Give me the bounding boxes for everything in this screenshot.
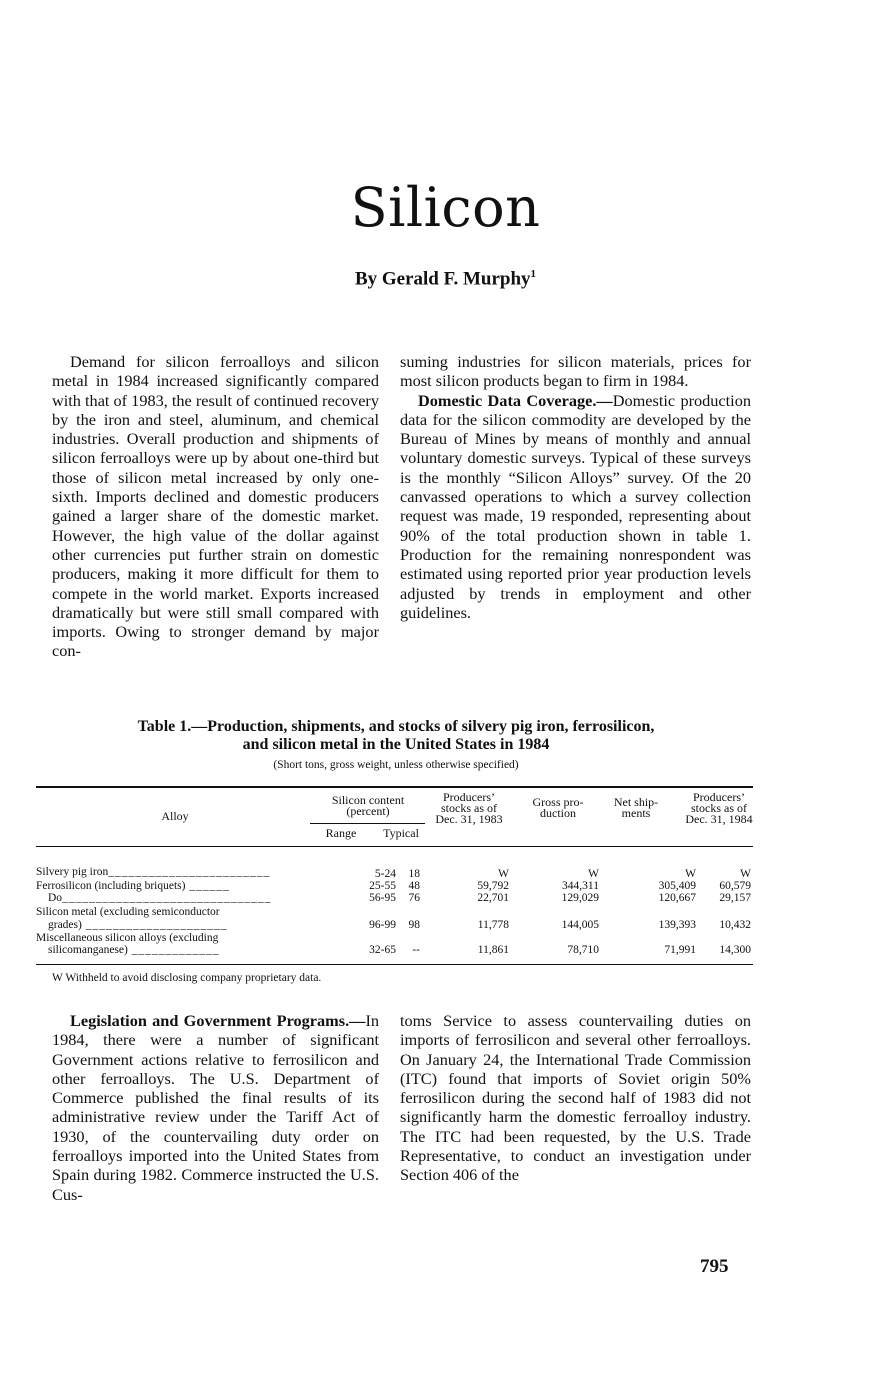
row-gross-production: W (588, 868, 599, 880)
row-typical: 48 (408, 880, 420, 892)
coverage-paragraph (400, 391, 751, 623)
row-stocks-1984: W (740, 868, 751, 880)
row-gross-production: 78,710 (567, 944, 599, 956)
row-range: 5-24 (374, 868, 396, 880)
intro-column-2 (400, 352, 751, 622)
header-gross-production: Gross pro- duction (532, 795, 584, 820)
row-stocks-1984: 29,157 (719, 892, 751, 904)
legislation-text: In 1984, there were a number of significant Government actions relative to ferrosilicon and other ferroalloys. The U.S. Department of Commerce published the final results of its administrative review under the Tariff Act of 1930, of the countervailing duty order on ferroalloys imported into the United States from Spain during 1982. Commerce instructed the U.S. Cus- (52, 1011, 379, 1204)
table-header-rule (36, 846, 753, 847)
coverage-heading: Domestic Data Coverage.— (418, 390, 613, 410)
page-title: Silicon (350, 176, 541, 239)
table-row (36, 932, 753, 958)
row-range: 56-95 (369, 892, 396, 904)
header-range: Range (325, 826, 357, 840)
table-subtitle: (Short tons, gross weight, unless otherwise specified) (273, 759, 519, 771)
intro-paragraph: Demand for silicon ferroalloys and silicon metal in 1984 increased significantly compared with that of 1983, the result of continued recovery by the iron and steel, aluminum, and chemical industries. Overall production and shipments of silicon ferroalloys were up by about one-third but those of silicon metal increased by only one-sixth. Imports declined and domestic producers gained a larger share of the domestic market. However, the high value of the dollar against other currencies put further strain on domestic producers, making it more difficult for them to compete in the world market. Exports increased dramatically but were still small compared with imports. Owing to stronger demand by major con- (52, 352, 379, 661)
row-stocks-1983: 59,792 (477, 880, 509, 892)
legislation-heading: Legislation and Government Programs.— (70, 1011, 366, 1030)
header-stocks-1983: Producers’ stocks as of Dec. 31, 1983 (435, 790, 503, 826)
table-top-rule (36, 786, 753, 788)
byline-footnote-mark: 1 (530, 268, 537, 280)
table-row (36, 906, 753, 932)
row-alloy: Silicon metal (excluding semiconductor (36, 906, 220, 918)
row-alloy-continued: grades) _____________________ (48, 919, 228, 931)
legislation-column-2 (400, 1011, 751, 1185)
row-stocks-1984: 10,432 (719, 919, 751, 931)
row-stocks-1983: W (498, 868, 509, 880)
row-alloy-continued: silicomanganese) _____________ (48, 944, 220, 956)
row-range: 25-55 (369, 880, 396, 892)
row-typical: 98 (408, 919, 420, 931)
header-silicon-content: Silicon content (percent) (331, 793, 405, 818)
row-gross-production: 144,005 (561, 919, 599, 931)
row-alloy: Silvery pig iron________________________ (36, 866, 271, 878)
row-stocks-1983: 11,861 (477, 944, 509, 956)
page-number: 795 (700, 1256, 729, 1277)
row-net-shipments: 305,409 (658, 880, 696, 892)
row-stocks-1984: 60,579 (719, 880, 751, 892)
legislation-paragraph (52, 1011, 379, 1204)
row-gross-production: 344,311 (562, 880, 599, 892)
row-stocks-1983: 22,701 (477, 892, 509, 904)
row-stocks-1983: 11,778 (477, 919, 509, 931)
header-net-shipments: Net ship- ments (613, 795, 659, 820)
byline-text: By Gerald F. Murphy (354, 268, 531, 290)
table-title-line-2: and silicon metal in the United States in 1984 (242, 736, 550, 753)
table-bottom-rule (36, 964, 753, 965)
table-title-line-1: Table 1.—Production, shipments, and stocks of silvery pig iron, ferrosilicon, (137, 718, 655, 735)
row-alloy: Do_______________________________ (48, 892, 272, 904)
table-footnote: W Withheld to avoid disclosing company proprietary data. (52, 972, 322, 984)
row-typical: 76 (408, 892, 420, 904)
row-alloy: Miscellaneous silicon alloys (excluding (36, 932, 219, 944)
row-gross-production: 129,029 (561, 892, 599, 904)
row-range: 32-65 (369, 944, 396, 956)
row-range: 96-99 (369, 919, 396, 931)
table-row (36, 866, 753, 880)
row-net-shipments: 139,393 (658, 919, 696, 931)
table-row (36, 892, 753, 906)
row-net-shipments: 120,667 (658, 892, 696, 904)
row-net-shipments: W (685, 868, 696, 880)
byline (0, 268, 891, 290)
table-title (36, 718, 756, 754)
header-typical: Typical (383, 826, 419, 840)
coverage-text: Domestic production data for the silicon commodity are developed by the Bureau of Mines by means of monthly and annual voluntary domestic surveys. Typical of these surveys is the monthly “Silicon Alloys” survey. Of the 20 canvassed operations to which a survey collection request was made, 19 responded, representing about 90% of the total production shown in table 1. Production for the remaining nonrespondent was estimated using reported prior year production levels adjusted by trends in employment and other guidelines. (400, 390, 751, 622)
row-typical: -- (412, 944, 420, 956)
legislation-paragraph-continued: toms Service to assess countervailing duties on imports of ferrosilicon and several other ferroalloys. On January 24, the International Trade Commission (ITC) found that imports of Soviet origin 50% ferrosilicon during the second half of 1983 did not significantly harm the domestic ferroalloy industry. The ITC had been requested, by the U.S. Trade Representative, to conduct an investigation under Section 406 of the (400, 1011, 751, 1185)
legislation-column-1 (52, 1011, 379, 1204)
row-stocks-1984: 14,300 (719, 944, 751, 956)
intro-column-1 (52, 352, 379, 661)
row-net-shipments: 71,991 (664, 944, 696, 956)
header-alloy: Alloy (161, 809, 189, 823)
intro-paragraph-continued: suming industries for silicon materials, prices for most silicon products began to firm in 1984. (400, 352, 751, 391)
silicon-content-rule (310, 823, 425, 824)
row-typical: 18 (408, 868, 420, 880)
header-stocks-1984: Producers’ stocks as of Dec. 31, 1984 (685, 790, 753, 826)
row-alloy: Ferrosilicon (including briquets) ______ (36, 880, 230, 892)
